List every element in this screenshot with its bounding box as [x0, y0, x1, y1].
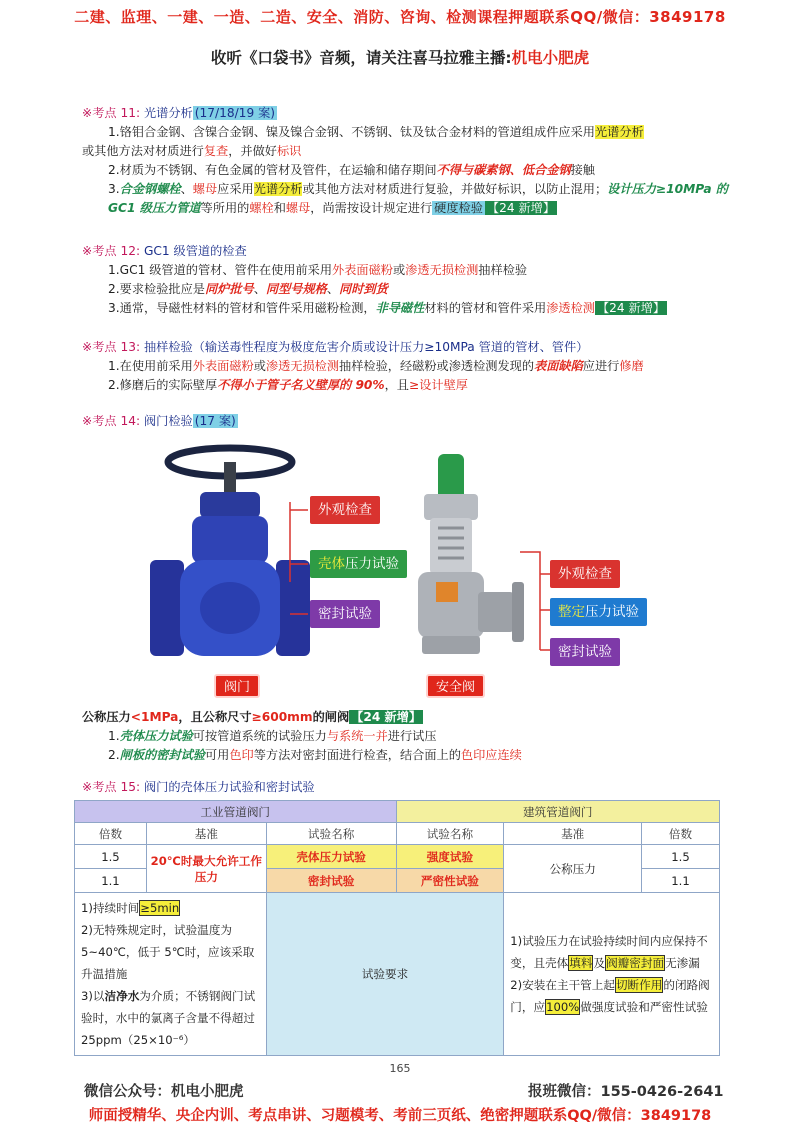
- s12-item-1: 1.GC1 级管道的管材、管件在使用前采用外表面磁粉或渗透无损检测抽样检验: [108, 263, 528, 277]
- col-test-left: 试验名称: [266, 823, 396, 845]
- section-12-title: ※考点 12: GC1 级管道的检查: [82, 244, 247, 258]
- footer-enroll-wechat: 报班微信：155-0426-2641: [528, 1084, 724, 1100]
- footer-wechat-account: 微信公众号：机电小肥虎: [84, 1084, 244, 1100]
- col-mult-right: 倍数: [642, 823, 720, 845]
- host-name: 机电小肥虎: [511, 49, 590, 67]
- cell-strength-test: 强度试验: [396, 845, 504, 869]
- col-mult-left: 倍数: [75, 823, 147, 845]
- col-test-right: 试验名称: [396, 823, 504, 845]
- bottom-banner: 师面授精华、央企内训、考点串讲、习题模考、考前三页纸、绝密押题联系QQ/微信：3849178: [88, 1108, 712, 1124]
- safety-seal-test-label: 密封试验: [550, 638, 620, 666]
- col-basis-right: 基准: [504, 823, 642, 845]
- valve-test-table: [74, 800, 720, 1056]
- top-banner: 二建、监理、一建、一造、二造、安全、消防、咨询、检测课程押题联系QQ/微信：3849178: [74, 8, 726, 26]
- page-number: 165: [389, 1062, 411, 1075]
- section-11-title: ※考点 11: 光谱分析 (17/18/19 案): [82, 106, 276, 120]
- cell-mult-1-1: 1.1: [75, 869, 147, 893]
- cell-tight-test: 严密性试验: [396, 869, 504, 893]
- col-basis-left: 基准: [146, 823, 266, 845]
- cell-seal-test: 密封试验: [266, 869, 396, 893]
- gate-valve-caption: 阀门: [214, 674, 260, 698]
- section-14: [82, 412, 732, 431]
- s14-note-2: 2.闸板的密封试验可用色印等方法对密封面进行检查，结合面上的色印应连续: [108, 748, 522, 762]
- section-13-title: ※考点 13: 抽样检验（输送毒性程度为极度危害介质或设计压力≥10MPa 管道的管材、管件）: [82, 340, 589, 354]
- year-tag: (17/18/19 案): [194, 106, 276, 120]
- gate-shell-test-label: 壳体压力试验: [310, 550, 407, 578]
- section-13: [82, 338, 732, 395]
- valve-illustration: [140, 432, 660, 702]
- table-header-building: 建筑管道阀门: [396, 801, 720, 823]
- s12-item-3: 3.通常，导磁性材料的管材和管件采用磁粉检测，非导磁性材料的管材和管件采用渗透检测 【24 新增】: [108, 301, 666, 315]
- gate-seal-test-label: 密封试验: [310, 600, 380, 628]
- section-14-notes: [82, 708, 732, 765]
- cell-mult2-1-1: 1.1: [642, 869, 720, 893]
- section-12: [82, 242, 732, 318]
- sub-header-prefix: 收听《口袋书》音频，请关注喜马拉雅主播:: [210, 49, 512, 67]
- s13-item-1: 1.在使用前采用外表面磁粉或渗透无损检测抽样检验，经磁粉或渗透检测发现的表面缺陷应进行修磨: [108, 359, 644, 373]
- s14-note-heading: 公称压力<1MPa，且公称尺寸≥600mm的闸阀 【24 新增】: [82, 710, 422, 724]
- s11-item-1: 1.铬钼合金钢、含镍合金钢、镍及镍合金钢、不锈钢、钛及钛合金材料的管道组成件应采用光谱分析: [108, 125, 644, 139]
- cell-mult2-1-5: 1.5: [642, 845, 720, 869]
- table-header-industrial: 工业管道阀门: [75, 801, 397, 823]
- s11-item-1-cont: 或其他方法对材质进行复查，并做好标识: [82, 144, 302, 158]
- s11-item-2: 2.材质为不锈钢、有色金属的管材及管件，在运输和储存期间不得与碳素钢、低合金钢接触: [108, 163, 595, 177]
- sub-header: [0, 46, 800, 68]
- safety-valve-caption: 安全阀: [426, 674, 485, 698]
- s14-note-1: 1.壳体压力试验可按管道系统的试验压力与系统一并进行试压: [108, 729, 437, 743]
- s11-item-3: 3.合金钢螺栓、螺母应采用光谱分析或其他方法对材质进行复验，并做好标识，以防止混用；设计压力≥10MPa 的 GC1 级压力管道等所用的螺栓和螺母，尚需按设计规定进行 硬度检验 【24 新增】: [108, 182, 728, 215]
- cell-basis-left: 20℃时最大允许工作压力: [146, 845, 266, 893]
- s13-item-2: 2.修磨后的实际壁厚不得小于管子名义壁厚的 90%，且≥设计壁厚: [108, 378, 468, 392]
- safety-appearance-label: 外观检查: [550, 560, 620, 588]
- gate-appearance-label: 外观检查: [310, 496, 380, 524]
- section-15: [82, 778, 732, 797]
- cell-basis-right: 公称压力: [504, 845, 642, 893]
- cell-test-requirements-label: 试验要求: [266, 893, 504, 1056]
- cell-industrial-requirements: 1)持续时间≥5min 2)无特殊规定时，试验温度为 5~40℃，低于 5℃时，应该采取升温措施 3)以洁净水为介质；不锈钢阀门试验时，水中的氯离子含量不得超过 25ppm（25×10⁻⁶）: [75, 893, 267, 1056]
- cell-mult-1-5: 1.5: [75, 845, 147, 869]
- safety-set-test-label: 整定压力试验: [550, 598, 647, 626]
- s12-item-2: 2.要求检验批应是同炉批号、同型号规格、同时到货: [108, 282, 388, 296]
- section-15-title: ※考点 15: 阀门的壳体压力试验和密封试验: [82, 780, 315, 794]
- section-11: [82, 104, 732, 218]
- section-14-title: ※考点 14: 阀门检验 (17 案): [82, 414, 236, 428]
- cell-building-requirements: 1)试验压力在试验持续时间内应保持不变，且壳体填料及阀瓣密封面无渗漏 2)安装在主干管上起切断作用的闭路阀门，应100%做强度试验和严密性试验: [504, 893, 720, 1056]
- cell-shell-test: 壳体压力试验: [266, 845, 396, 869]
